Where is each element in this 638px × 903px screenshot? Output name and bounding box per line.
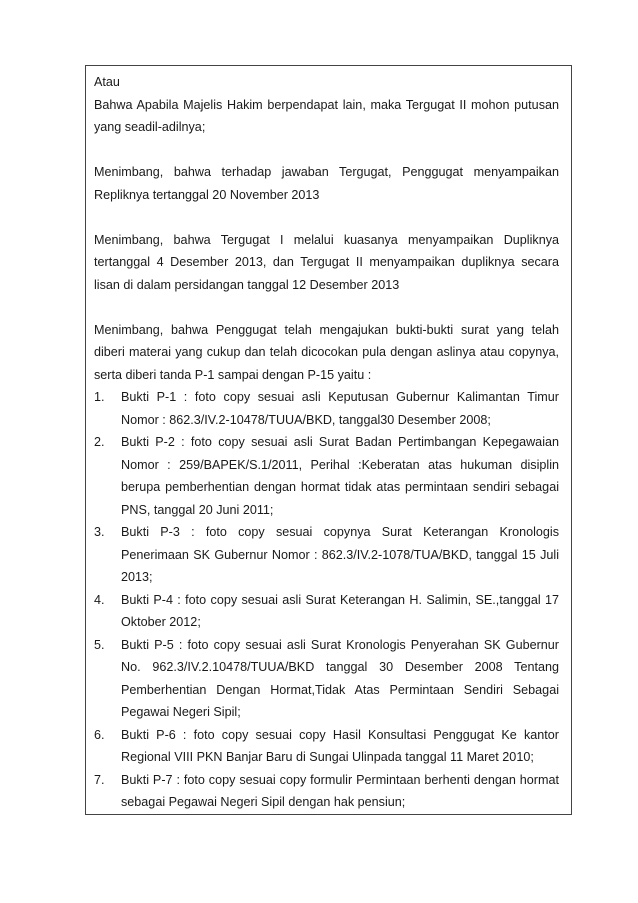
list-number: 4. <box>94 592 105 607</box>
list-number: 5. <box>94 637 105 652</box>
document-body <box>94 71 559 814</box>
list-text: Bukti P-6 : foto copy sesuai copy Hasil Konsultasi Penggugat Ke kantor Regional VIII PKN Banjar Baru di Sungai Ulinpada tanggal 11 Maret 2010; <box>121 727 559 764</box>
list-number: 7. <box>94 772 105 787</box>
paragraph-gap <box>94 206 559 229</box>
paragraph-gap <box>94 139 559 162</box>
paragraph-gap <box>94 296 559 319</box>
list-text: Bukti P-1 : foto copy sesuai asli Keputusan Gubernur Kalimantan Timur Nomor : 862.3/IV.2-10478/TUUA/BKD, tanggal30 Desember 2008; <box>121 390 559 427</box>
evidence-list <box>94 386 559 814</box>
list-text: Bukti P-7 : foto copy sesuai copy formulir Permintaan berhenti dengan hormat sebagai Pegawai Negeri Sipil dengan hak pensiun; <box>121 772 559 809</box>
paragraph-replik: Menimbang, bahwa terhadap jawaban Tergugat, Penggugat menyampaikan Repliknya tertanggal 20 November 2013 <box>94 165 559 202</box>
list-item <box>94 521 559 589</box>
list-item <box>94 634 559 724</box>
list-number: 1. <box>94 390 105 404</box>
list-number: 3. <box>94 525 105 539</box>
list-item <box>94 386 559 431</box>
list-text: Bukti P-3 : foto copy sesuai copynya Surat Keterangan Kronologis Penerimaan SK Gubernur Nomor : 862.3/IV.2-1078/TUA/BKD, tanggal 15 Juli 2013; <box>121 525 559 584</box>
list-item <box>94 589 559 634</box>
list-text: Bukti P-4 : foto copy sesuai asli Surat Keterangan H. Salimin, SE.,tanggal 17 Oktober 2012; <box>121 592 559 629</box>
paragraph-bukti: Menimbang, bahwa Penggugat telah mengajukan bukti-bukti surat yang telah diberi materai yang cukup dan telah dicocokan pula dengan aslinya atau copynya, serta diberi tanda P-1 sampai dengan P-15 yaitu : <box>94 322 559 382</box>
list-item <box>94 431 559 521</box>
list-item <box>94 769 559 814</box>
list-number: 6. <box>94 727 105 742</box>
paragraph-duplik: Menimbang, bahwa Tergugat I melalui kuasanya menyampaikan Dupliknya tertanggal 4 Desember 2013, dan Tergugat II menyampaikan dupliknya secara lisan di dalam persidangan tanggal 12 Desember 2013 <box>94 232 559 292</box>
list-text: Bukti P-2 : foto copy sesuai asli Surat Badan Pertimbangan Kepegawaian Nomor : 259/BAPEK/S.1/2011, Perihal :Keberatan atas hukuman disiplin berupa pemberhentian dengan hormat tidak atas permintaan sendiri sebagai PNS, tanggal 20 Juni 2011; <box>121 435 559 517</box>
list-number: 2. <box>94 435 105 449</box>
paragraph-atau: Atau <box>94 75 120 89</box>
list-item <box>94 724 559 769</box>
list-text: Bukti P-5 : foto copy sesuai asli Surat Kronologis Penyerahan SK Gubernur No. 962.3/IV.2.10478/TUUA/BKD tanggal 30 Desember 2008 Tentang Pemberhentian Dengan Hormat,Tidak Atas Permintaan Sendiri Sebagai Pegawai Negeri Sipil; <box>121 637 559 719</box>
paragraph-hakim: Bahwa Apabila Majelis Hakim berpendapat lain, maka Tergugat II mohon putusan yang seadil-adilnya; <box>94 97 559 134</box>
